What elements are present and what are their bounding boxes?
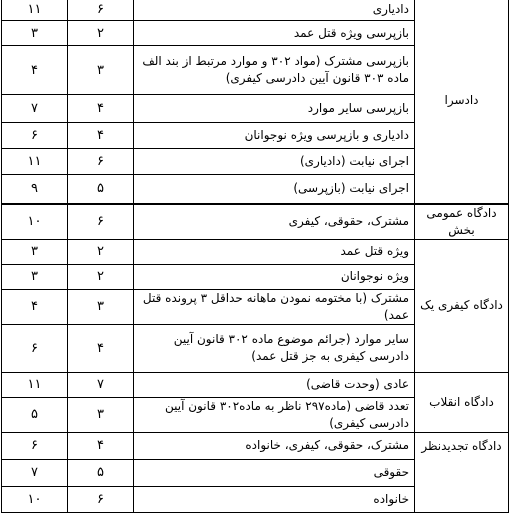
value-cell: ۵ [68,459,134,486]
value-cell: ۳ [2,239,68,264]
value-cell: ۶ [2,432,68,459]
value-cell: ۱۰ [2,204,68,240]
value-cell: ۶ [68,486,134,512]
table-row [2,372,509,397]
court-cell: دادگاه عمومی بخش [415,204,509,240]
description-cell: اجرای نیابت (دادیاری) [134,149,415,175]
value-cell: ۲ [68,264,134,289]
value-cell: ۵ [68,175,134,204]
description-cell: بازپرسی سایر موارد [134,95,415,123]
description-cell: ویژه نوجوانان [134,264,415,289]
workload-table [1,0,509,513]
value-cell: ۱۱ [2,149,68,175]
description-cell: مشترک، حقوقی، کیفری [134,204,415,240]
value-cell: ۳ [68,289,134,324]
court-cell: دادگاه کیفری یک [415,239,509,372]
value-cell: ۴ [68,432,134,459]
value-cell: ۵ [2,397,68,432]
value-cell: ۴ [68,324,134,372]
description-cell: خانواده [134,486,415,512]
court-cell: دادگاه انقلاب [415,372,509,432]
description-cell: مشترک، حقوقی، کیفری، خانواده [134,432,415,459]
value-cell: ۴ [68,95,134,123]
value-cell: ۲ [68,21,134,46]
value-cell: ۶ [2,123,68,149]
table-row [2,0,509,21]
value-cell: ۳ [68,46,134,95]
table-row [2,432,509,459]
value-cell: ۱۰ [2,486,68,512]
value-cell: ۶ [2,324,68,372]
value-cell: ۳ [2,264,68,289]
description-cell: ویژه قتل عمد [134,239,415,264]
value-cell: ۱۱ [2,372,68,397]
description-cell: بازپرسی ویژه قتل عمد [134,21,415,46]
value-cell: ۷ [68,372,134,397]
description-cell: تعدد قاضی (ماده۲۹۷ ناظر به ماده۳۰۲ قانون آیین دادرسی کیفری) [134,397,415,432]
table-row [2,204,509,240]
value-cell: ۲ [68,239,134,264]
value-cell: ۴ [68,123,134,149]
value-cell: ۶ [68,149,134,175]
value-cell: ۴ [2,46,68,95]
court-cell: دادگاه تجدیدنظر [415,432,509,512]
description-cell: دادیاری [134,0,415,21]
value-cell: ۳ [2,21,68,46]
description-cell: مشترک (با مختومه نمودن ماهانه حداقل ۳ پرونده قتل عمد) [134,289,415,324]
value-cell: ۱۱ [2,0,68,21]
value-cell: ۶ [68,0,134,21]
description-cell: حقوقی [134,459,415,486]
description-cell: سایر موارد (جرائم موضوع ماده ۳۰۲ قانون آیین دادرسی کیفری به جز قتل عمد) [134,324,415,372]
description-cell: دادیاری و بازپرسی ویژه نوجوانان [134,123,415,149]
description-cell: اجرای نیابت (بازپرسی) [134,175,415,204]
value-cell: ۹ [2,175,68,204]
table-row [2,239,509,264]
description-cell: عادی (وحدت قاضی) [134,372,415,397]
value-cell: ۶ [68,204,134,240]
court-cell: دادسرا [415,0,509,204]
description-cell: بازپرسی مشترک (مواد ۳۰۲ و موارد مرتبط از بند الف ماده ۳۰۳ قانون آیین دادرسی کیفری) [134,46,415,95]
value-cell: ۷ [2,95,68,123]
value-cell: ۷ [2,459,68,486]
value-cell: ۳ [68,397,134,432]
value-cell: ۴ [2,289,68,324]
